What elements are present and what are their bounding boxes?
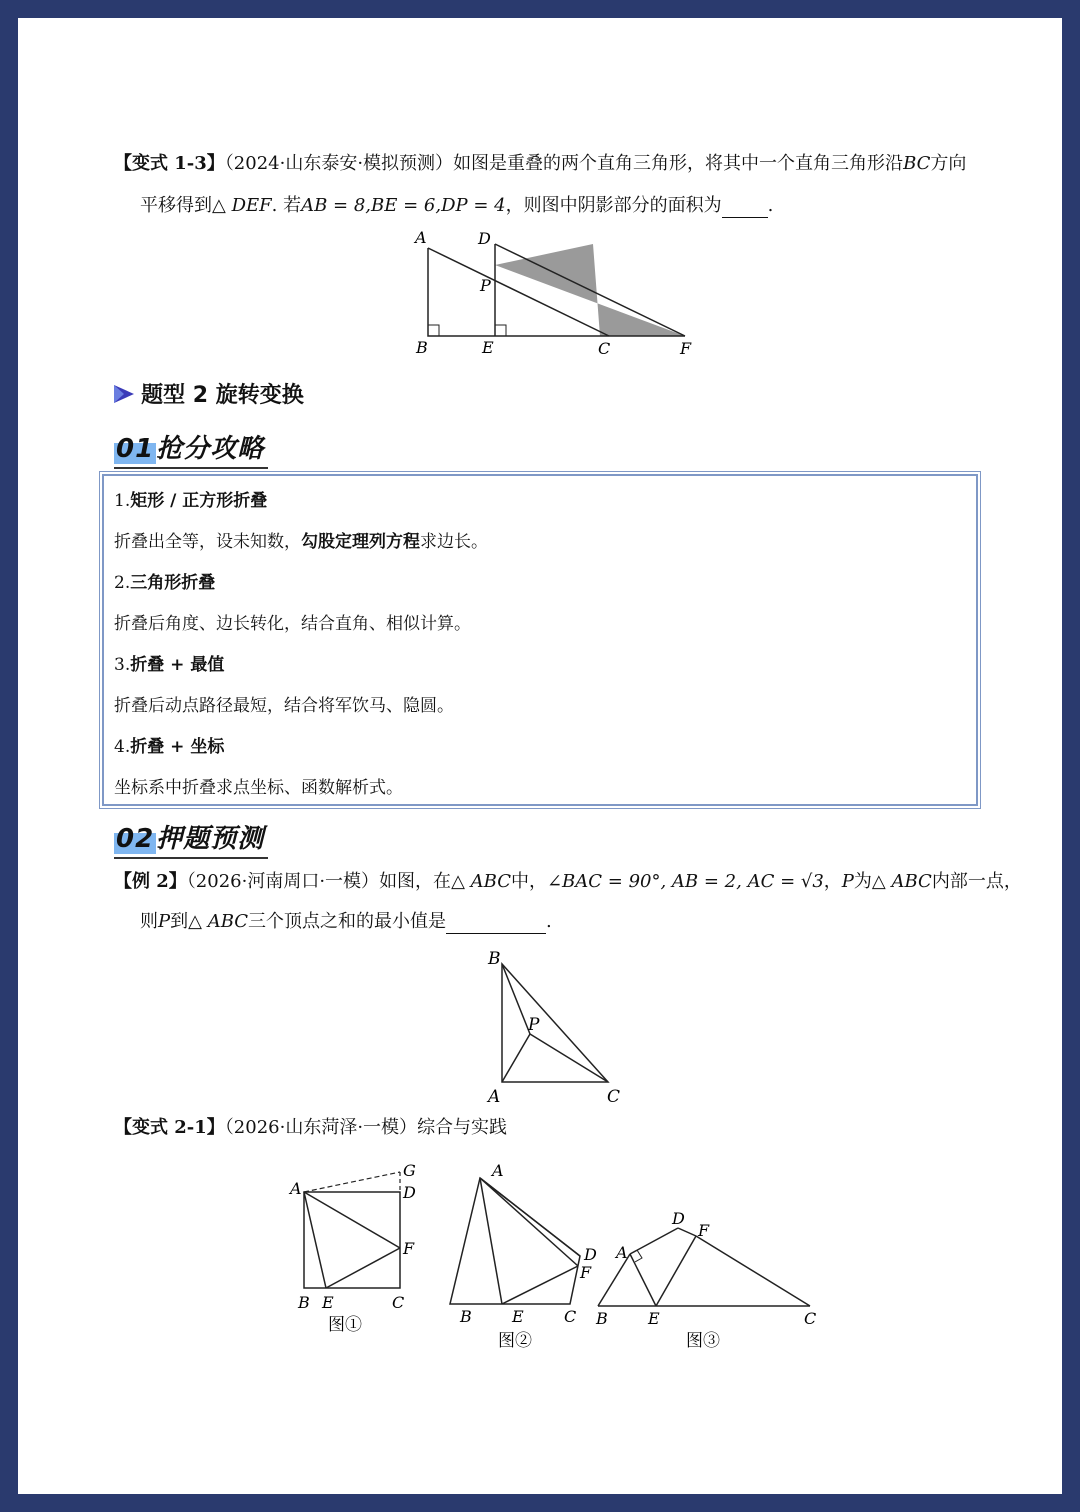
example2-line2 <box>140 910 552 934</box>
problem-text: 方向 <box>930 153 967 174</box>
variant-text: 综合与实践 <box>417 1117 508 1138</box>
variant-source: （2026·山东菏泽·一模） <box>224 1117 418 1138</box>
figure-fold-3 <box>592 1178 852 1368</box>
example-text: 内部一点， <box>931 871 1022 892</box>
math-var: P <box>158 911 171 932</box>
item-body: 折叠后角度、边长转化，结合直角、相似计算。 <box>114 614 471 634</box>
banner-strategy <box>114 428 268 469</box>
label-G: G <box>403 1161 416 1180</box>
banner-text: 押题预测 <box>156 824 265 854</box>
item-num: 3. <box>114 655 131 675</box>
problem-tag: 【变式 1-3】 <box>114 153 225 174</box>
example-tag: 【例 2】 <box>114 871 187 892</box>
example-text: 三个顶点之和的最小值是 <box>248 911 447 932</box>
strategy-heading-3 <box>114 650 224 675</box>
problem1-line1 <box>114 152 966 176</box>
label-C: C <box>392 1293 405 1312</box>
strategy-body-4 <box>114 773 403 798</box>
math-expr: ∠BAC = 90°, AB = 2, AC = √3 <box>546 871 824 892</box>
item-body: 求边长。 <box>420 532 488 552</box>
figure-translated-triangles <box>408 228 708 378</box>
math-var: P <box>841 871 854 892</box>
math-expr: AB = 8,BE = 6,DP = 4 <box>301 195 506 216</box>
item-body: 折叠后动点路径最短，结合将军饮马、隐圆。 <box>114 696 454 716</box>
section-heading <box>112 378 304 409</box>
label-P: P <box>528 1015 540 1035</box>
item-heading: 三角形折叠 <box>130 573 216 593</box>
figure-triangle-abc <box>478 946 658 1106</box>
label-D: D <box>584 1245 597 1264</box>
label-C: C <box>607 1087 621 1106</box>
item-body-bold: 勾股定理列方程 <box>301 532 420 552</box>
label-B: B <box>488 949 501 969</box>
example-text: ， <box>823 871 842 892</box>
label-D: D <box>478 229 491 248</box>
label-F: F <box>698 1221 710 1240</box>
item-body: 坐标系中折叠求点坐标、函数解析式。 <box>114 778 403 798</box>
label-E: E <box>322 1293 334 1312</box>
example-text: . <box>546 911 552 932</box>
figure-fold-1 <box>284 1158 444 1358</box>
label-B: B <box>596 1309 608 1328</box>
label-E: E <box>482 338 494 357</box>
label-F: F <box>580 1263 592 1282</box>
label-A: A <box>616 1243 628 1262</box>
problem1-line2 <box>140 194 773 218</box>
item-num: 2. <box>114 573 131 593</box>
item-num: 1. <box>114 491 131 511</box>
triangle-arrow-icon <box>112 381 136 407</box>
item-heading: 折叠 + 坐标 <box>130 737 225 757</box>
banner-number: 01 <box>116 434 155 464</box>
example-source: （2026·河南周口·一模） <box>186 871 380 892</box>
figure-caption-1: 图① <box>328 1315 362 1335</box>
banner-number: 02 <box>116 824 155 854</box>
label-F: F <box>403 1239 415 1258</box>
label-A: A <box>415 228 427 247</box>
section-title: 题型 2 旋转变换 <box>141 383 304 408</box>
problem-text: 平移得到 <box>140 195 212 216</box>
example2-line1 <box>114 870 1022 894</box>
example-text: 到 <box>170 911 189 932</box>
answer-blank <box>446 915 546 934</box>
label-D: D <box>403 1183 416 1202</box>
example-text: 为 <box>853 871 872 892</box>
strategy-body-1 <box>114 527 488 552</box>
strategy-heading-1 <box>114 486 267 511</box>
math-expr: △ ABC <box>188 911 249 932</box>
label-A: A <box>492 1161 504 1180</box>
strategy-heading-4 <box>114 732 224 757</box>
math-var: BC <box>903 153 931 174</box>
label-D: D <box>672 1209 685 1228</box>
item-body: 折叠出全等，设未知数， <box>114 532 301 552</box>
label-F: F <box>680 339 692 358</box>
variant-tag: 【变式 2-1】 <box>114 1117 225 1138</box>
math-expr: △ ABC <box>871 871 932 892</box>
example-text: 如图，在 <box>379 871 452 892</box>
item-heading: 矩形 / 正方形折叠 <box>130 491 268 511</box>
label-C: C <box>598 339 611 358</box>
label-A: A <box>290 1179 302 1198</box>
item-num: 4. <box>114 737 131 757</box>
page <box>18 18 1062 1494</box>
label-A: A <box>488 1087 501 1106</box>
banner-prediction <box>114 818 268 859</box>
strategy-body-3 <box>114 691 454 716</box>
figure-caption-2: 图② <box>498 1331 532 1351</box>
problem-text: . <box>767 195 774 216</box>
banner-text: 抢分攻略 <box>156 434 265 464</box>
answer-blank <box>722 199 768 218</box>
label-C: C <box>564 1307 577 1326</box>
problem-text: . 若 <box>271 195 302 216</box>
strategy-box <box>102 474 978 806</box>
item-heading: 折叠 + 最值 <box>130 655 225 675</box>
variant21-line <box>114 1116 507 1140</box>
problem-text: 如图是重叠的两个直角三角形，将其中一个直角三角形沿 <box>453 153 904 174</box>
figure-fold-2 <box>436 1158 616 1358</box>
example-text: 中， <box>510 871 547 892</box>
label-B: B <box>460 1307 472 1326</box>
problem-source: （2024·山东泰安·模拟预测） <box>224 153 454 174</box>
problem-text: ，则图中阴影部分的面积为 <box>505 195 722 216</box>
label-P: P <box>480 276 491 295</box>
figure-caption-3: 图③ <box>686 1331 720 1351</box>
label-E: E <box>512 1307 524 1326</box>
label-E: E <box>648 1309 660 1328</box>
strategy-body-2 <box>114 609 471 634</box>
label-C: C <box>804 1309 817 1328</box>
label-B: B <box>416 338 428 357</box>
math-expr: △ DEF <box>212 195 272 216</box>
example-text: 则 <box>140 911 158 932</box>
strategy-heading-2 <box>114 568 215 593</box>
label-B: B <box>298 1293 310 1312</box>
math-expr: △ ABC <box>451 871 511 892</box>
